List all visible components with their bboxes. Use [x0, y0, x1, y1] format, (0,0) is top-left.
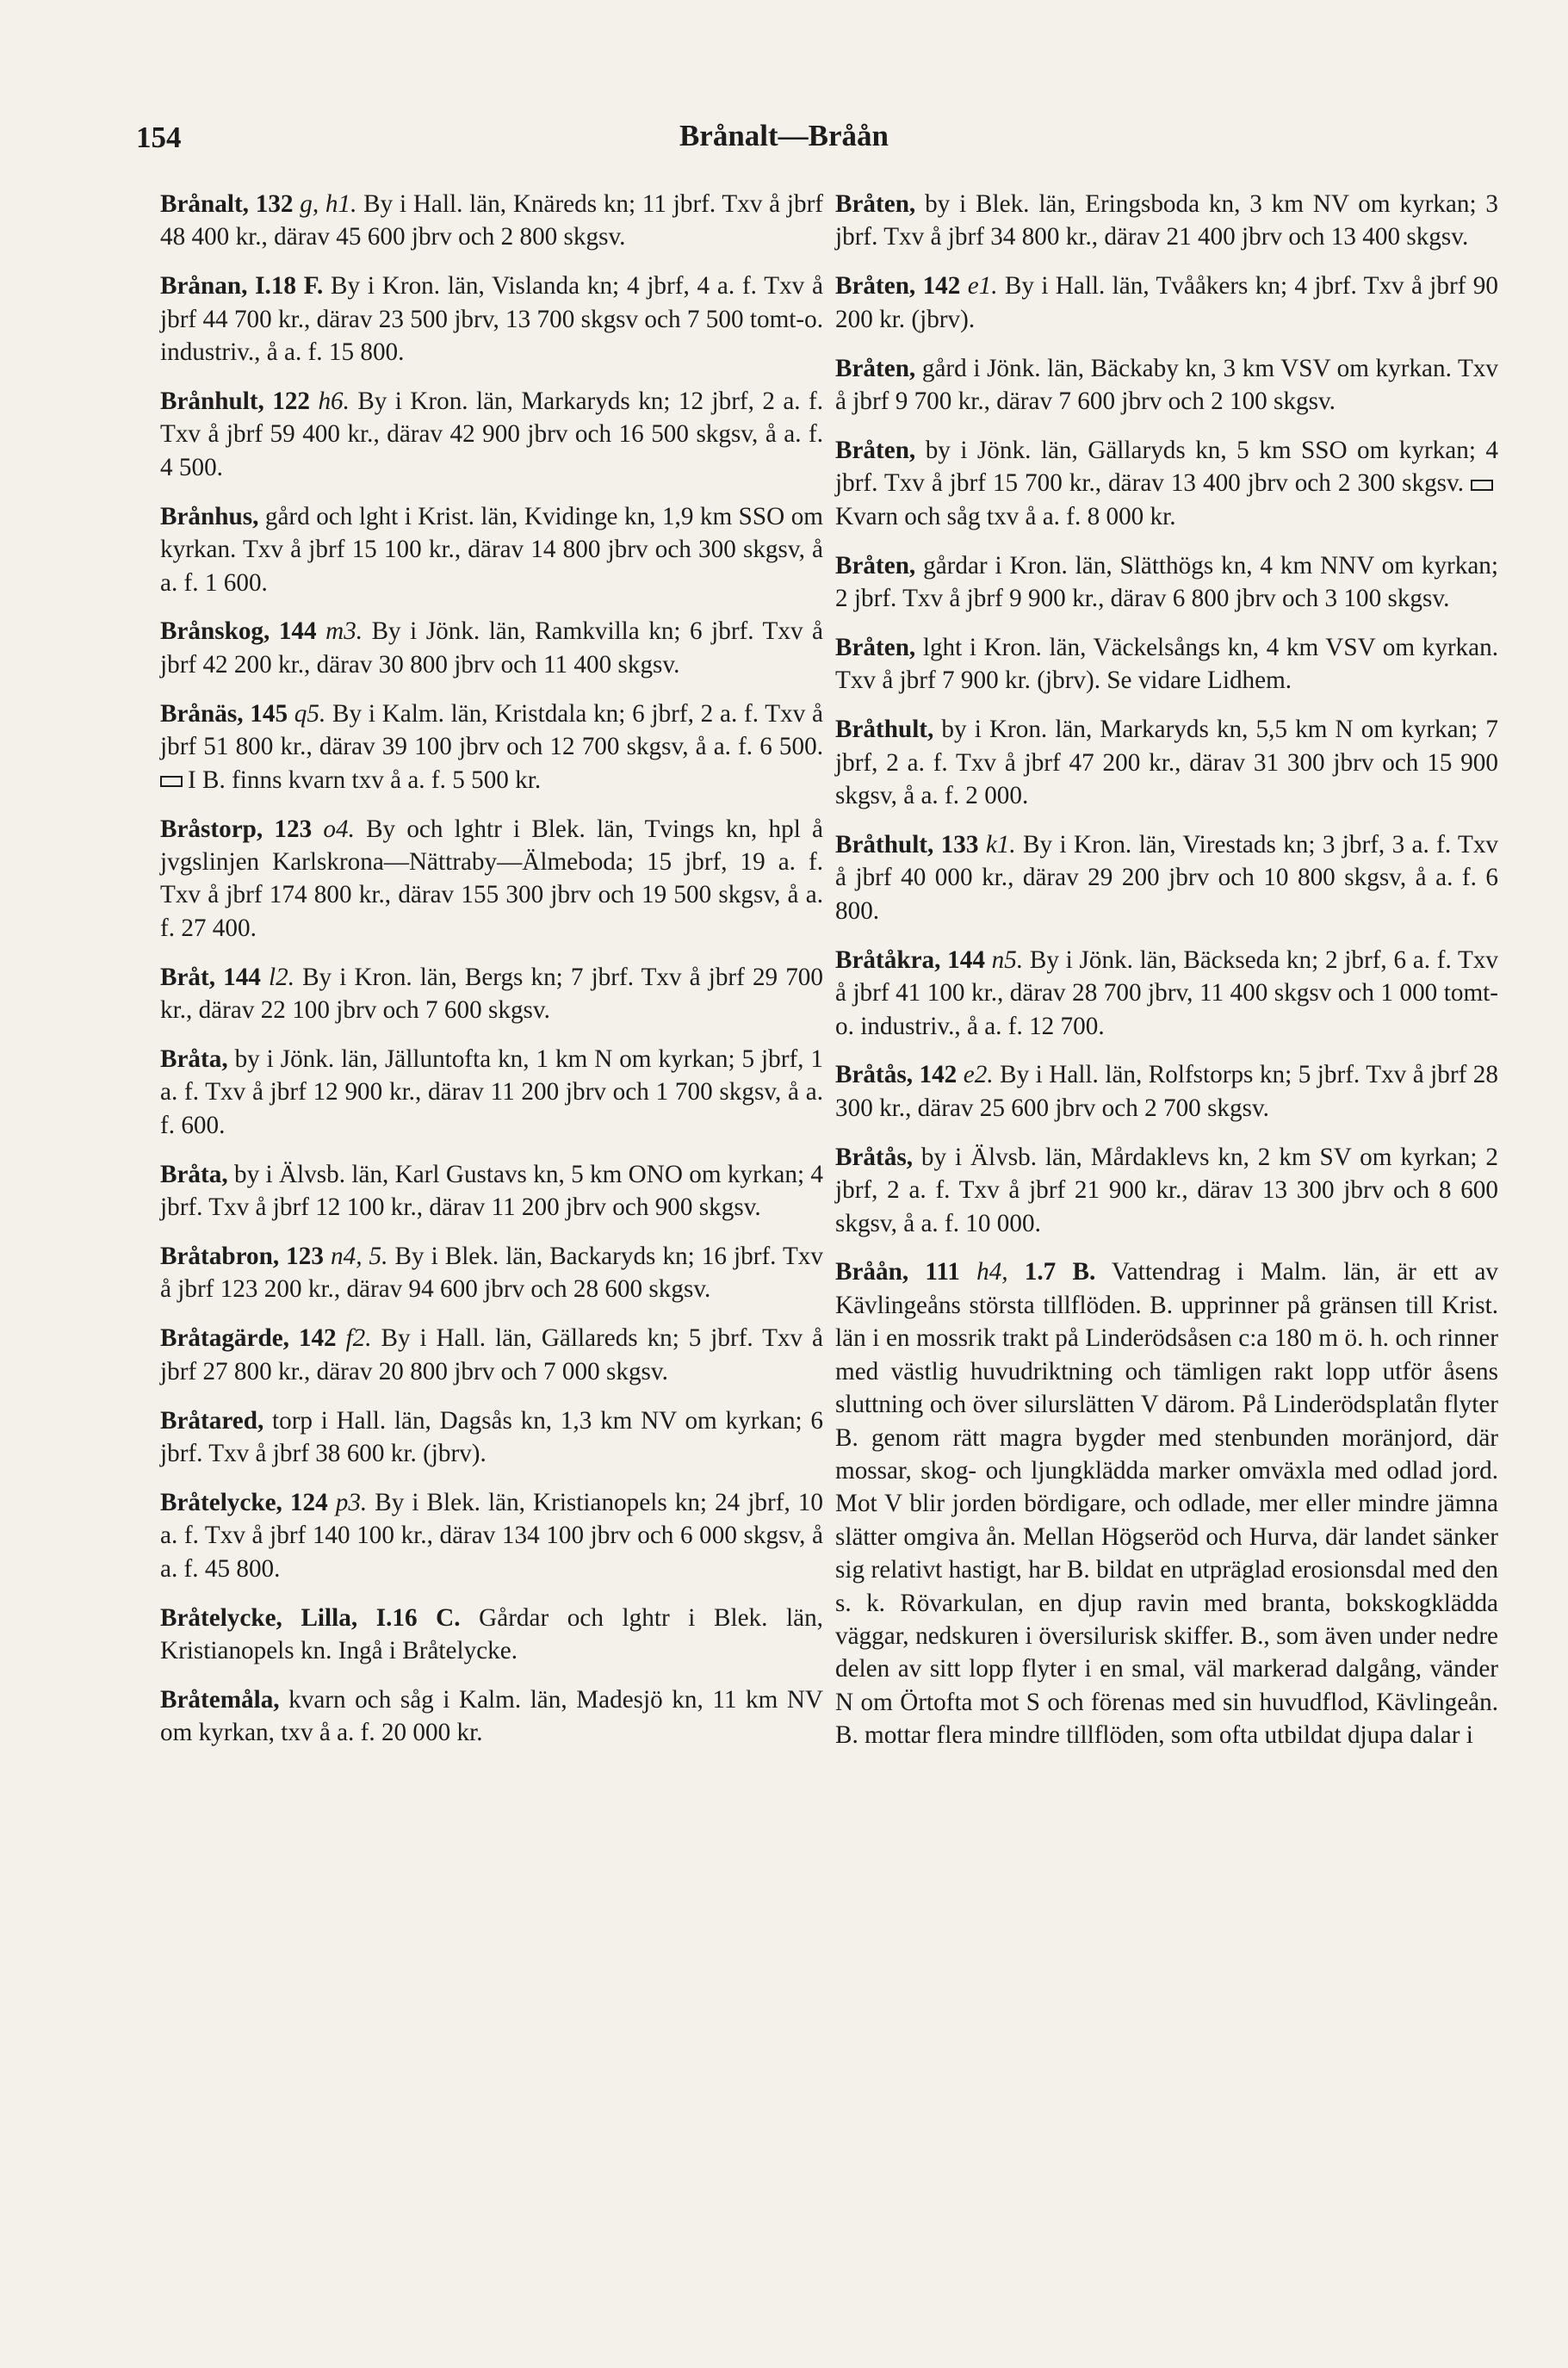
entry [160, 1240, 823, 1306]
entry-headword: Brånhult, 122 [160, 387, 319, 416]
entry [835, 270, 1498, 336]
entry [835, 549, 1498, 616]
entry-text: By i Blek. län, Backaryds kn; 16 jbrf. Txv å jbrf 123 200 kr., därav 94 600 jbrv och 28 600 skgsv. [160, 1242, 823, 1304]
entry [160, 615, 823, 681]
entry-grid-ref: g, h1. [300, 190, 357, 218]
mill-symbol-icon [160, 776, 183, 787]
entry [835, 828, 1498, 927]
entry-text: By i Kron. län, Bergs kn; 7 jbrf. Txv å jbrf 29 700 kr., därav 22 100 jbrv och 7 600 skgsv. [160, 963, 823, 1025]
entry-note: Kvarn och såg txv å a. f. 8 000 kr. [835, 502, 1176, 530]
entry [160, 697, 823, 797]
entry-headword: Bråt, 144 [160, 963, 269, 991]
entry-grid-ref: n5. [991, 945, 1024, 974]
entry-headword: Bråthult, 133 [835, 831, 986, 859]
entry-headword: Bråten, [835, 551, 916, 580]
entry [160, 1404, 823, 1471]
entry [835, 631, 1498, 697]
entry-headword: Brånhus, [160, 502, 259, 530]
entry-grid-ref: h6. [318, 387, 350, 416]
entry [835, 1255, 1498, 1751]
entry-grid-ref: h4, [976, 1258, 1008, 1286]
entry-headword: Bråten, [835, 354, 916, 382]
entry-grid-ref: l2. [269, 963, 294, 991]
entry [835, 713, 1498, 812]
entry-headword: Bråån, 111 [835, 1258, 977, 1286]
entry-headword: Brånan, I.18 F. [160, 272, 324, 301]
entry-text: By i Blek. län, Kristianopels kn; 24 jbrf, 10 a. f. Txv å jbrf 140 100 kr., därav 134 100 jbrv och 6 000 skgsv, å a. f. 45 800. [160, 1488, 823, 1583]
entry-headword: Brånskog, 144 [160, 617, 326, 646]
right-column [835, 188, 1498, 1768]
entry [835, 352, 1498, 418]
entry-grid-ref: k1. [985, 831, 1016, 859]
entry-text: By i Hall. län, Knäreds kn; 11 jbrf. Txv å jbrf 48 400 kr., därav 45 600 jbrv och 2 800 skgsv. [160, 190, 824, 251]
entry-grid-ref: e2. [963, 1061, 994, 1089]
entry-headword: Bråtelycke, 124 [160, 1488, 336, 1516]
entry-text: by i Kron. län, Markaryds kn, 5,5 km N om kyrkan; 7 jbrf, 2 a. f. Txv å jbrf 47 200 kr., därav 31 300 jbrv och 15 900 skgsv, å a. f. 2 000. [835, 716, 1498, 810]
entry-text: torp i Hall. län, Dagsås kn, 1,3 km NV om kyrkan; 6 jbrf. Txv å jbrf 38 600 kr. (jbrv). [160, 1406, 823, 1467]
entry-text: lght i Kron. län, Väckelsångs kn, 4 km VSV om kyrkan. Txv å jbrf 7 900 kr. (jbrv). Se vidare Lidhem. [835, 633, 1498, 695]
entry-headword: Bråten, 142 [835, 272, 968, 301]
entry-headword: Brånalt, 132 [160, 190, 301, 218]
entry-headword: Bråtås, [835, 1143, 913, 1171]
entry-text: By i Jönk. län, Ramkvilla kn; 6 jbrf. Txv å jbrf 42 200 kr., därav 30 800 jbrv och 11 400 skgsv. [160, 617, 823, 679]
entry-grid-ref: p3. [335, 1488, 368, 1516]
entry [835, 434, 1498, 533]
entry [835, 1058, 1498, 1125]
entry-text: By i Kalm. län, Kristdala kn; 6 jbrf, 2 a. f. Txv å jbrf 51 800 kr., därav 39 100 jbrv och 12 700 skgsv, å a. f. 6 500. [160, 699, 824, 761]
entry-headword: Bråstorp, 123 [160, 815, 324, 843]
entry-text: gård i Jönk. län, Bäckaby kn, 3 km VSV om kyrkan. Txv å jbrf 9 700 kr., därav 7 600 jbrv och 2 100 skgsv. [835, 354, 1498, 416]
entry [160, 1602, 823, 1668]
entry-headword: Bråtås, 142 [835, 1061, 964, 1089]
entry-grid-ref: f2. [345, 1324, 372, 1353]
entry [160, 1158, 823, 1224]
entry [160, 1322, 823, 1388]
left-column [160, 188, 823, 1765]
entry-text: By i Kron. län, Markaryds kn; 12 jbrf, 2 a. f. Txv å jbrf 59 400 kr., därav 42 900 jbrv och 16 500 skgsv, å a. f. 4 500. [160, 387, 823, 481]
entry-headword: Bråten, [835, 633, 916, 661]
entry-text: By i Hall. län, Tvååkers kn; 4 jbrf. Txv å jbrf 90 200 kr. (jbrv). [835, 272, 1498, 333]
entry [160, 961, 823, 1027]
entry [160, 188, 823, 254]
entry-headword: Bråthult, [835, 716, 934, 744]
entry-text: By i Jönk. län, Bäckseda kn; 2 jbrf, 6 a. f. Txv å jbrf 41 100 kr., därav 28 700 jbrv, 11 400 skgsv och 1 000 tomt-o. industriv., å a. f. 12 700. [835, 945, 1498, 1040]
entry-text: gård och lght i Krist. län, Kvidinge kn, 1,9 km SSO om kyrkan. Txv å jbrf 15 100 kr., därav 14 800 jbrv och 300 skgsv, å a. f. 1 600. [160, 502, 823, 597]
entry-text: Gårdar och lghtr i Blek. län, Kristianopels kn. Ingå i Bråtelycke. [160, 1603, 823, 1665]
entry-text: Vattendrag i Malm. län, är ett av Kävlingeåns största tillflöden. B. upprinner på gränsen till Krist. län i en mossrik trakt på Linderödsåsen c:a 180 m ö. h. och rinner med västlig huvudriktning och tämligen rakt lopp utför åsens sluttning och över silurslätten V därom. På Linderödsplatån flyter B. genom rätt magra bygder med stenbunden moränjord, där mossar, skog- och ljungklädda marker omväxla med odlad jord. Mot V blir jorden bördigare, och odlade, mer eller mindre jämna slätter omgiva ån. Mellan Högseröd och Hurva, där landet sänker sig relativt hastigt, har B. bildat en utpräglad erosionsdal med den s. k. Rövarkulan, en djup ravin med branta, bokskogklädda väggar, nedskuren i översilurisk skiffer. B., som även under nedre delen av sitt lopp flyter i en smal, väl markerad dalgång, vänder N om Örtofta mot S och förenas med sin huvudflod, Kävlingeån. B. mottar flera mindre tillflöden, som ofta utbildat djupa dalar i [835, 1258, 1499, 1750]
entry-grid-ref: q5. [294, 699, 326, 728]
entry-headword: Brånäs, 145 [160, 699, 294, 728]
entry [160, 385, 823, 484]
entry [160, 270, 823, 369]
entry-headword: Bråtelycke, Lilla, I.16 C. [160, 1603, 461, 1632]
entry-headword: Bråta, [160, 1160, 228, 1188]
entry-grid-ref: o4. [323, 815, 355, 843]
entry-text: by i Älvsb. län, Karl Gustavs kn, 5 km ONO om kyrkan; 4 jbrf. Txv å jbrf 12 100 kr., därav 11 200 jbrv och 900 skgsv. [160, 1160, 823, 1222]
entry-grid-ref: n4, 5. [331, 1242, 388, 1270]
page-number: 154 [136, 121, 182, 154]
entry-text: by i Älvsb. län, Mårdaklevs kn, 2 km SV om kyrkan; 2 jbrf, 2 a. f. Txv å jbrf 21 900 kr., därav 13 300 jbrv och 8 600 skgsv, å a. f. 10 000. [835, 1143, 1498, 1237]
entry-text: gårdar i Kron. län, Slätthögs kn, 4 km NNV om kyrkan; 2 jbrf. Txv å jbrf 9 900 kr., därav 6 800 jbrv och 3 100 skgsv. [835, 551, 1498, 613]
entry-note: I B. finns kvarn txv å a. f. 5 500 kr. [188, 766, 542, 794]
running-head: Brånalt—Bråån [679, 119, 889, 152]
entry-grid-ref: e1. [967, 272, 998, 301]
entry [160, 813, 823, 945]
entry-headword: Bråten, [835, 436, 916, 464]
mill-symbol-icon [1471, 480, 1493, 491]
entry-text: by i Jönk. län, Jälluntofta kn, 1 km N om kyrkan; 5 jbrf, 1 a. f. Txv å jbrf 12 900 kr., därav 11 200 jbrv och 1 700 skgsv, å a. f. 600. [160, 1045, 823, 1139]
entry-text: By i Hall. län, Rolfstorps kn; 5 jbrf. Txv å jbrf 28 300 kr., därav 25 600 jbrv och 2 700 skgsv. [835, 1061, 1498, 1122]
entry-text: By i Kron. län, Vislanda kn; 4 jbrf, 4 a. f. Txv å jbrf 44 700 kr., därav 23 500 jbrv, 13 700 skgsv och 7 500 tomt-o. industriv., å a. f. 15 800. [160, 272, 824, 367]
entry-headword: Bråtared, [160, 1406, 264, 1435]
entry [160, 1043, 823, 1142]
entry [160, 1486, 823, 1585]
entry [160, 1683, 823, 1750]
entry-headword: Bråten, [835, 190, 916, 218]
entry-text: By i Hall. län, Gällareds kn; 5 jbrf. Txv å jbrf 27 800 kr., därav 20 800 jbrv och 7 000 skgsv. [160, 1324, 823, 1385]
entry-headword: Bråtabron, 123 [160, 1242, 331, 1270]
entry [160, 500, 823, 599]
entry-headword-ref: 1.7 B. [1007, 1258, 1096, 1286]
entry-text: by i Blek. län, Eringsboda kn, 3 km NV om kyrkan; 3 jbrf. Txv å jbrf 34 800 kr., därav 21 400 jbrv och 13 400 skgsv. [835, 190, 1498, 251]
entry-text: by i Jönk. län, Gällaryds kn, 5 km SSO om kyrkan; 4 jbrf. Txv å jbrf 15 700 kr., därav 13 400 jbrv och 2 300 skgsv. [835, 436, 1498, 498]
entry-text: kvarn och såg i Kalm. län, Madesjö kn, 11 km NV om kyrkan, txv å a. f. 20 000 kr. [160, 1685, 823, 1747]
entry-text: By i Kron. län, Virestads kn; 3 jbrf, 3 a. f. Txv å jbrf 40 000 kr., därav 29 200 jbrv och 10 800 skgsv, å a. f. 6 800. [835, 831, 1499, 925]
entry-grid-ref: m3. [325, 617, 363, 646]
entry [835, 1141, 1498, 1240]
entry-text: By och lghtr i Blek. län, Tvings kn, hpl å jvgslinjen Karlskrona—Nättraby—Älmeboda; 15 jbrf, 19 a. f. Txv å jbrf 174 800 kr., därav 155 300 jbrv och 19 500 skgsv, å a. f. 27 400. [160, 815, 823, 942]
entry-headword: Bråtåkra, 144 [835, 945, 992, 974]
entry-headword: Bråtagärde, 142 [160, 1324, 346, 1353]
entry-headword: Bråta, [160, 1045, 228, 1073]
entry [835, 944, 1498, 1043]
entry [835, 188, 1498, 254]
entry-headword: Bråtemåla, [160, 1685, 280, 1714]
